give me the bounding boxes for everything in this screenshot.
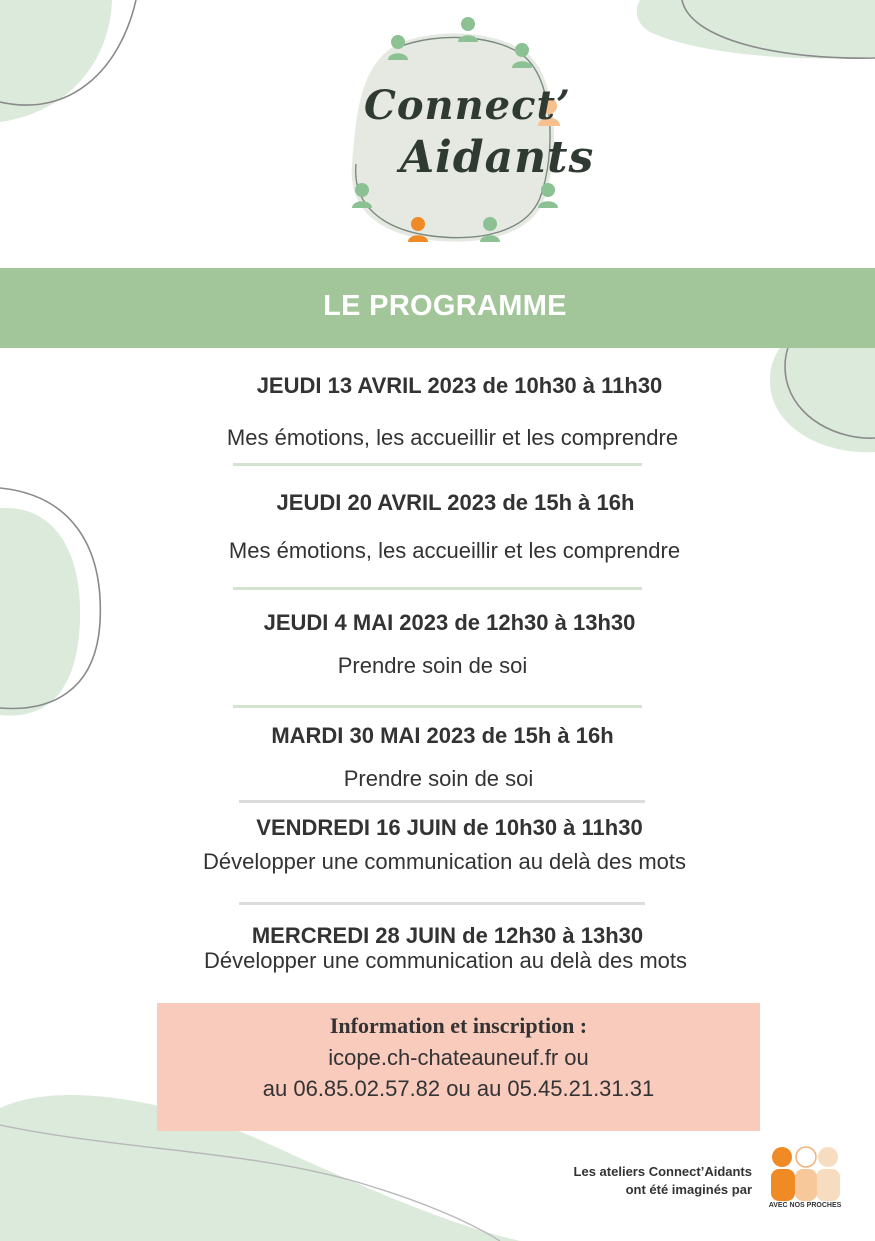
divider [233, 705, 642, 708]
session-2-topic: Mes émotions, les accueillir et les comprendre [228, 538, 681, 563]
credit-line-1: Les ateliers Connect’Aidants [573, 1164, 752, 1179]
logo-line-aidants: Aidants [400, 132, 595, 183]
logo [330, 14, 595, 254]
session-4-topic: Prendre soin de soi [343, 766, 534, 791]
credit-line-2: ont été imaginés par [625, 1182, 752, 1197]
session-1-topic: Mes émotions, les accueillir et les comprendre [226, 425, 679, 450]
divider [233, 463, 642, 466]
info-box [157, 1003, 760, 1131]
session-1-date: JEUDI 13 AVRIL 2023 de 10h30 à 11h30 [256, 373, 663, 398]
session-6-topic: Développer une communication au delà des mots [203, 948, 688, 973]
partner-name: AVEC NOS PROCHES [768, 1202, 842, 1209]
session-6-date: MERCREDI 28 JUIN de 12h30 à 13h30 [251, 923, 644, 948]
session-2-date: JEUDI 20 AVRIL 2023 de 15h à 16h [276, 490, 635, 515]
session-5-date: VENDREDI 16 JUIN de 10h30 à 11h30 [256, 815, 643, 840]
divider [239, 800, 645, 803]
session-3-date: JEUDI 4 MAI 2023 de 12h30 à 13h30 [263, 610, 636, 635]
info-website: icope.ch-chateauneuf.fr ou [328, 1045, 589, 1070]
divider [239, 902, 645, 905]
divider [233, 587, 642, 590]
info-phone: au 06.85.02.57.82 ou au 05.45.21.31.31 [262, 1076, 655, 1101]
logo-line-connect: Connect’ [364, 82, 571, 129]
footer-credit [520, 1163, 752, 1199]
session-4-date: MARDI 30 MAI 2023 de 15h à 16h [271, 723, 614, 748]
session-5-topic: Développer une communication au delà des mots [202, 849, 687, 874]
session-3-topic: Prendre soin de soi [337, 653, 528, 678]
banner-title: LE PROGRAMME [323, 290, 567, 322]
info-title: Information et inscription : [329, 1013, 588, 1038]
